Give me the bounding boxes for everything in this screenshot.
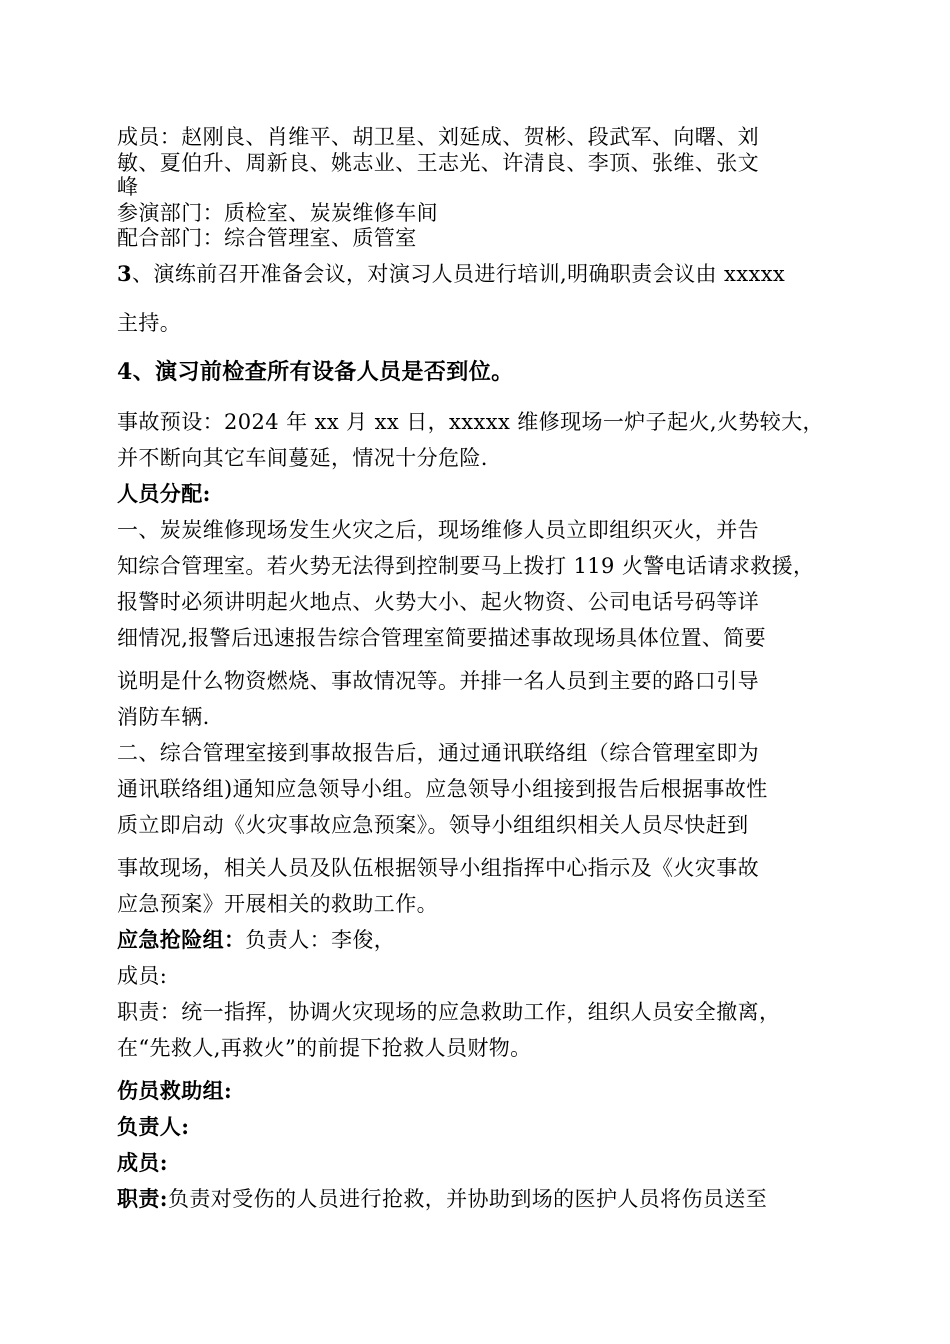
allocation-p1-line: 消防车辆. — [117, 705, 210, 729]
allocation-p2-line: 质立即启动《火灾事故应急预案》。领导小组组织相关人员尽快赶到 — [117, 813, 749, 837]
allocation-p2-line: 应急预案》开展相关的救助工作。 — [117, 892, 438, 916]
allocation-p2-line: 通讯联络组)通知应急领导小组。应急领导小组接到报告后根据事故性 — [117, 777, 768, 801]
allocation-p1-line: 说明是什么物资燃烧、事故情况等。并排一名人员到主要的路口引导 — [117, 669, 759, 693]
injury-group-leader: 负责人: — [117, 1114, 190, 1139]
item-3-text: 、演练前召开准备会议，对演习人员进行培训,明确职责会议由 xxxxx — [132, 262, 786, 286]
scenario-line-1: 事故预设：2024 年 xx 月 xx 日，xxxxx 维修现场一炉子起火,火势较大， — [117, 410, 824, 434]
item-3-number: 3 — [117, 261, 133, 286]
cooperating-departments: 配合部门：综合管理室、质管室 — [117, 226, 417, 250]
injury-group-duty — [117, 1186, 767, 1212]
allocation-p2-line: 二、综合管理室接到事故报告后，通过通讯联络组（综合管理室即为 — [117, 741, 759, 765]
allocation-p1-line: 细情况,报警后迅速报告综合管理室简要描述事故现场具体位置、简要 — [117, 626, 767, 650]
allocation-heading: 人员分配: — [117, 481, 211, 506]
rescue-group-duty-line-2: 在“先救人,再救火”的前提下抢救人员财物。 — [117, 1036, 532, 1060]
members-line-3: 峰 — [117, 175, 139, 199]
members-line-2: 敏、夏伯升、周新良、姚志业、王志光、许清良、李顶、张维、张文 — [117, 151, 759, 175]
injury-group-members: 成员: — [117, 1150, 168, 1175]
allocation-p2-line: 事故现场，相关人员及队伍根据领导小组指挥中心指示及《火灾事故 — [117, 856, 759, 880]
allocation-p1-line: 报警时必须讲明起火地点、火势大小、起火物资、公司电话号码等详 — [117, 590, 759, 614]
allocation-p1-line: 知综合管理室。若火势无法得到控制要马上拨打 119 火警电话请求救援， — [117, 554, 815, 578]
rescue-group-leader: 负责人：李俊， — [245, 928, 396, 952]
rescue-group-header — [117, 927, 395, 953]
rescue-group-label: 应急抢险组： — [117, 927, 246, 952]
item-3-line-2: 主持。 — [117, 311, 182, 335]
allocation-p1-line: 一、炭炭维修现场发生火灾之后，现场维修人员立即组织灭火，并告 — [117, 518, 759, 542]
participating-departments: 参演部门：质检室、炭炭维修车间 — [117, 201, 438, 225]
injury-group-duty-text: 负责对受伤的人员进行抢救，并协助到场的医护人员将伤员送至 — [167, 1187, 768, 1211]
item-3-line-1 — [117, 261, 785, 287]
members-line-1: 成员：赵刚良、肖维平、胡卫星、刘延成、贺彬、段武军、向曙、刘 — [117, 125, 759, 149]
scenario-line-2: 并不断向其它车间蔓延，情况十分危险. — [117, 446, 488, 470]
injury-group-title: 伤员救助组: — [117, 1078, 233, 1103]
injury-group-duty-label: 职责: — [117, 1186, 168, 1211]
item-4-heading: 4、演习前检查所有设备人员是否到位。 — [117, 359, 514, 385]
rescue-group-duty-line-1: 职责：统一指挥，协调火灾现场的应急救助工作，组织人员安全撤离， — [117, 1000, 781, 1024]
rescue-group-members: 成员: — [117, 964, 168, 988]
